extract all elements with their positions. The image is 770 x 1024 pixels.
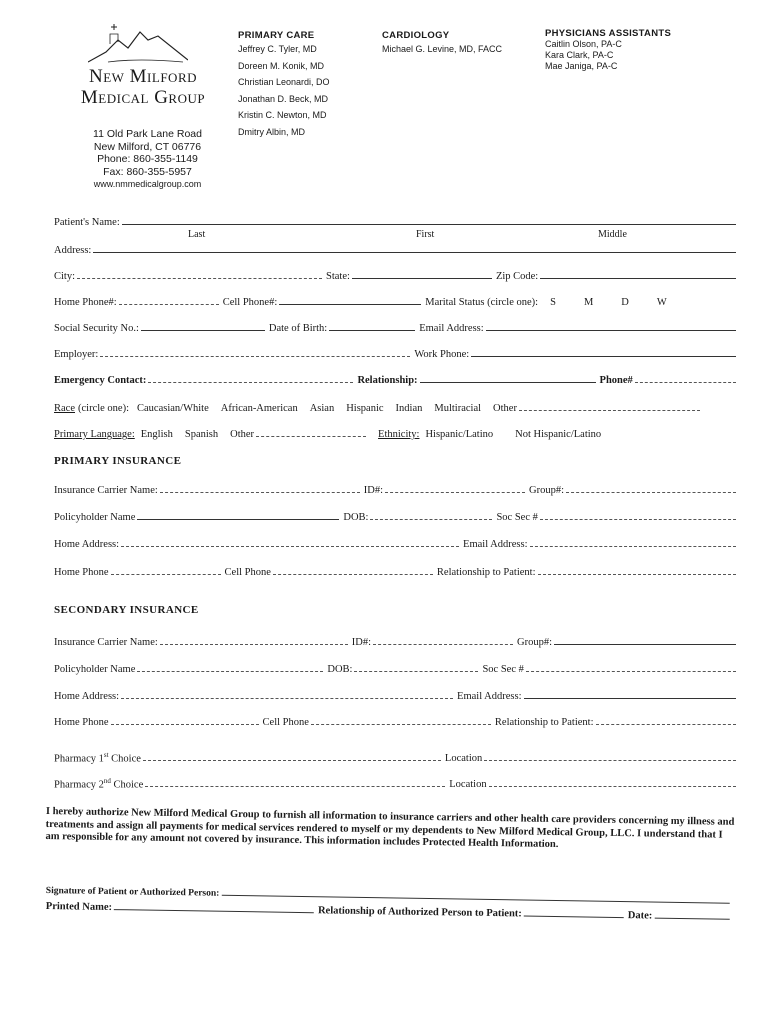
primary-relationship-field[interactable] — [538, 574, 737, 575]
pa-name: Kara Clark, PA-C — [545, 50, 614, 60]
location-label: Location — [449, 779, 487, 790]
authorized-relationship-label: Relationship of Authorized Person to Patient: — [317, 905, 522, 920]
physician-name: Christian Leonardi, DO — [238, 77, 330, 87]
secondary-carrier-field[interactable] — [160, 644, 348, 645]
column-heading: PRIMARY CARE — [238, 30, 315, 41]
secondary-insurance-heading: SECONDARY INSURANCE — [54, 604, 199, 616]
primary-carrier-field[interactable] — [160, 492, 360, 493]
race-option[interactable]: Asian — [309, 403, 335, 414]
pharmacy-2-label — [54, 777, 143, 791]
secondary-holder-field[interactable] — [137, 671, 323, 672]
policyholder-label: Policyholder Name — [54, 512, 136, 523]
emergency-phone-field[interactable] — [635, 382, 736, 383]
primary-email-field[interactable] — [530, 546, 737, 547]
email-label: Email Address: — [419, 323, 484, 334]
physician-name: Doreen M. Konik, MD — [238, 60, 325, 71]
pharmacy-1-label — [54, 751, 141, 765]
secondary-holder-row — [54, 659, 740, 675]
physician-name: Kristin C. Newton, MD — [238, 110, 327, 120]
last-name-caption: Last — [188, 229, 206, 240]
date-label: Date: — [627, 910, 653, 922]
pharmacy-1-ordinal: st — [103, 750, 109, 759]
relationship-to-patient-label: Relationship to Patient: — [494, 717, 594, 728]
primary-holder-field[interactable] — [137, 519, 339, 520]
primary-phone-row — [54, 562, 740, 578]
secondary-group-field[interactable] — [554, 644, 736, 645]
group-label: Group#: — [517, 637, 553, 648]
employer-label: Employer: — [54, 349, 99, 360]
secondary-phone-row — [54, 712, 740, 728]
soc-sec-label: Soc Sec # — [482, 664, 524, 675]
pharmacy-1-row — [54, 748, 740, 764]
cell-phone-field[interactable] — [279, 304, 421, 305]
physician-name: Jonathan D. Beck, MD — [238, 93, 329, 104]
primary-language-label: Primary Language: — [54, 429, 135, 440]
ethnicity-option[interactable]: Not Hispanic/Latino — [515, 429, 602, 440]
primary-home-phone-field[interactable] — [111, 574, 221, 575]
phone-row — [54, 292, 740, 308]
physician-name: Michael G. Levine, MD, FACC — [382, 44, 503, 54]
pharmacy-2-field[interactable] — [145, 786, 445, 787]
race-option-other[interactable]: Other — [493, 403, 517, 414]
group-label: Group#: — [529, 485, 565, 496]
column-heading: PHYSICIANS ASSISTANTS — [545, 28, 672, 39]
employer-row — [54, 344, 740, 360]
pharmacy-1-label-suffix: Choice — [108, 753, 141, 764]
email-field[interactable] — [486, 330, 736, 331]
carrier-name-label: Insurance Carrier Name: — [54, 485, 158, 496]
relationship-label: Relationship: — [357, 375, 418, 386]
ssn-label: Social Security No.: — [54, 323, 139, 334]
column-heading: CARDIOLOGY — [382, 30, 450, 41]
physician-assistants-column — [545, 28, 715, 72]
ssn-field[interactable] — [141, 330, 265, 331]
patient-name-label: Patient's Name: — [54, 217, 120, 228]
primary-group-field[interactable] — [566, 492, 736, 493]
patient-name-row — [54, 212, 740, 228]
primary-insurance-heading: PRIMARY INSURANCE — [54, 455, 182, 467]
language-option-other[interactable]: Other — [230, 429, 255, 440]
ethnicity-option[interactable]: Hispanic/Latino — [425, 429, 494, 440]
carrier-name-label: Insurance Carrier Name: — [54, 637, 158, 648]
pharmacy-1-location-field[interactable] — [484, 760, 736, 761]
race-other-field[interactable] — [519, 410, 700, 411]
pharmacy-2-location-field[interactable] — [489, 786, 736, 787]
dob-label: Date of Birth: — [268, 323, 328, 334]
marital-option-single[interactable]: S — [550, 297, 556, 308]
org-name-line-2: Medical Group — [80, 87, 206, 108]
emergency-contact-field[interactable] — [148, 382, 353, 383]
address-line: 11 Old Park Lane Road — [93, 128, 202, 140]
primary-id-field[interactable] — [385, 492, 525, 493]
cardiology-column — [382, 30, 532, 58]
secondary-soc-field[interactable] — [526, 671, 736, 672]
date-field[interactable] — [654, 918, 729, 920]
race-option[interactable]: African-American — [220, 403, 298, 414]
dob-label: DOB: — [327, 664, 353, 675]
address-field[interactable] — [93, 252, 736, 253]
language-other-field[interactable] — [256, 436, 366, 437]
cell-phone-label: Cell Phone#: — [222, 297, 278, 308]
pharmacy-1-label-text: Pharmacy 1 — [54, 753, 104, 764]
marital-option-divorced[interactable]: D — [621, 297, 629, 308]
emergency-contact-label: Emergency Contact: — [54, 375, 147, 386]
relationship-to-patient-label: Relationship to Patient: — [436, 567, 536, 578]
secondary-cell-phone-field[interactable] — [311, 724, 491, 725]
dob-field[interactable] — [329, 330, 415, 331]
email-label: Email Address: — [463, 539, 528, 550]
work-phone-label: Work Phone: — [414, 349, 470, 360]
fax-line: Fax: 860-355-5957 — [103, 165, 192, 178]
race-row — [54, 398, 740, 414]
home-address-label: Home Address: — [54, 691, 120, 702]
printed-name-field[interactable] — [114, 909, 314, 913]
zip-label: Zip Code: — [495, 271, 539, 282]
pa-name: Caitlin Olson, PA-C — [545, 39, 622, 49]
race-option[interactable]: Caucasian/White — [137, 403, 209, 414]
signature-label: Signature of Patient or Authorized Person: — [45, 885, 220, 899]
primary-care-column — [238, 30, 378, 140]
home-phone-label: Home Phone — [54, 717, 109, 728]
website-line: www.nmmedicalgroup.com — [93, 179, 202, 189]
mountain-logo-icon — [88, 22, 188, 66]
zip-field[interactable] — [540, 278, 736, 279]
authorization-statement: I hereby authorize New Milford Medical Group to furnish all information to insurance carriers and other health care providers concerning my illness and treatments and assign all payments for medical services rendered to myself or my dependents to New Milford Medical Group, LLC. I understand that I am responsible for any amount not covered by insurance. This information includes Protected Health Information. — [45, 806, 735, 851]
city-label: City: — [54, 271, 76, 282]
primary-cell-phone-field[interactable] — [273, 574, 433, 575]
marital-option-widowed[interactable]: W — [656, 297, 667, 308]
state-label: State: — [326, 271, 350, 282]
phone-line: Phone: 860-355-1149 — [97, 153, 198, 165]
middle-name-caption: Middle — [598, 229, 627, 240]
ethnicity-label: Ethnicity: — [378, 429, 420, 440]
race-option[interactable]: Indian — [395, 403, 423, 414]
printed-name-label: Printed Name: — [45, 900, 113, 914]
emergency-contact-row — [54, 370, 740, 386]
city-row — [54, 266, 740, 282]
pharmacy-2-ordinal: nd — [103, 776, 111, 785]
pharmacy-2-label-text: Pharmacy 2 — [54, 779, 104, 790]
id-label: ID#: — [351, 637, 372, 648]
address-row — [54, 240, 740, 256]
primary-dob-field[interactable] — [370, 519, 492, 520]
primary-address-row — [54, 534, 740, 550]
id-label: ID#: — [363, 485, 384, 496]
primary-carrier-row — [54, 480, 740, 496]
patient-name-field[interactable] — [122, 224, 736, 225]
secondary-relationship-field[interactable] — [596, 724, 737, 725]
race-option[interactable]: Multiracial — [434, 403, 482, 414]
address-label: Address: — [54, 245, 92, 256]
org-name-line-1: New Milford — [88, 66, 198, 87]
language-option[interactable]: English — [140, 429, 173, 440]
cell-phone-label: Cell Phone — [224, 567, 271, 578]
primary-holder-row — [54, 507, 740, 523]
primary-soc-field[interactable] — [540, 519, 736, 520]
secondary-dob-field[interactable] — [354, 671, 478, 672]
pa-name: Mae Janiga, PA-C — [545, 61, 618, 71]
ssn-row — [54, 318, 740, 334]
cell-phone-label: Cell Phone — [262, 717, 309, 728]
emergency-phone-label: Phone# — [599, 375, 633, 386]
secondary-address-field[interactable] — [121, 698, 453, 699]
marital-status-label: Marital Status (circle one): — [425, 297, 539, 308]
secondary-address-row — [54, 686, 740, 702]
employer-field[interactable] — [100, 356, 410, 357]
race-circle-hint: (circle one): — [78, 403, 130, 414]
email-label: Email Address: — [457, 691, 522, 702]
physician-name: Jeffrey C. Tyler, MD — [238, 44, 317, 54]
language-row — [54, 424, 740, 440]
physician-name: Dmitry Albin, MD — [238, 126, 306, 137]
primary-address-field[interactable] — [121, 546, 459, 547]
first-name-caption: First — [416, 229, 435, 240]
authorized-relationship-field[interactable] — [524, 916, 624, 919]
address-line: New Milford, CT 06776 — [93, 140, 202, 153]
org-address-block — [60, 128, 235, 191]
race-label: Race — [54, 403, 75, 414]
secondary-carrier-row — [54, 632, 740, 648]
relationship-field[interactable] — [420, 382, 596, 383]
marital-option-married[interactable]: M — [583, 297, 594, 308]
home-phone-label: Home Phone — [54, 567, 109, 578]
pharmacy-1-field[interactable] — [143, 760, 441, 761]
secondary-email-field[interactable] — [524, 698, 737, 699]
state-field[interactable] — [352, 278, 492, 279]
work-phone-field[interactable] — [471, 356, 736, 357]
home-phone-field[interactable] — [119, 304, 219, 305]
city-field[interactable] — [77, 278, 322, 279]
secondary-id-field[interactable] — [373, 644, 513, 645]
dob-label: DOB: — [343, 512, 369, 523]
location-label: Location — [444, 753, 483, 764]
pharmacy-2-label-suffix: Choice — [110, 779, 144, 790]
language-option[interactable]: Spanish — [184, 429, 219, 440]
secondary-home-phone-field[interactable] — [111, 724, 259, 725]
home-address-label: Home Address: — [54, 539, 120, 550]
pharmacy-2-row — [54, 774, 740, 790]
soc-sec-label: Soc Sec # — [496, 512, 538, 523]
race-option[interactable]: Hispanic — [346, 403, 384, 414]
home-phone-label: Home Phone#: — [54, 297, 117, 308]
policyholder-label: Policyholder Name — [54, 664, 136, 675]
